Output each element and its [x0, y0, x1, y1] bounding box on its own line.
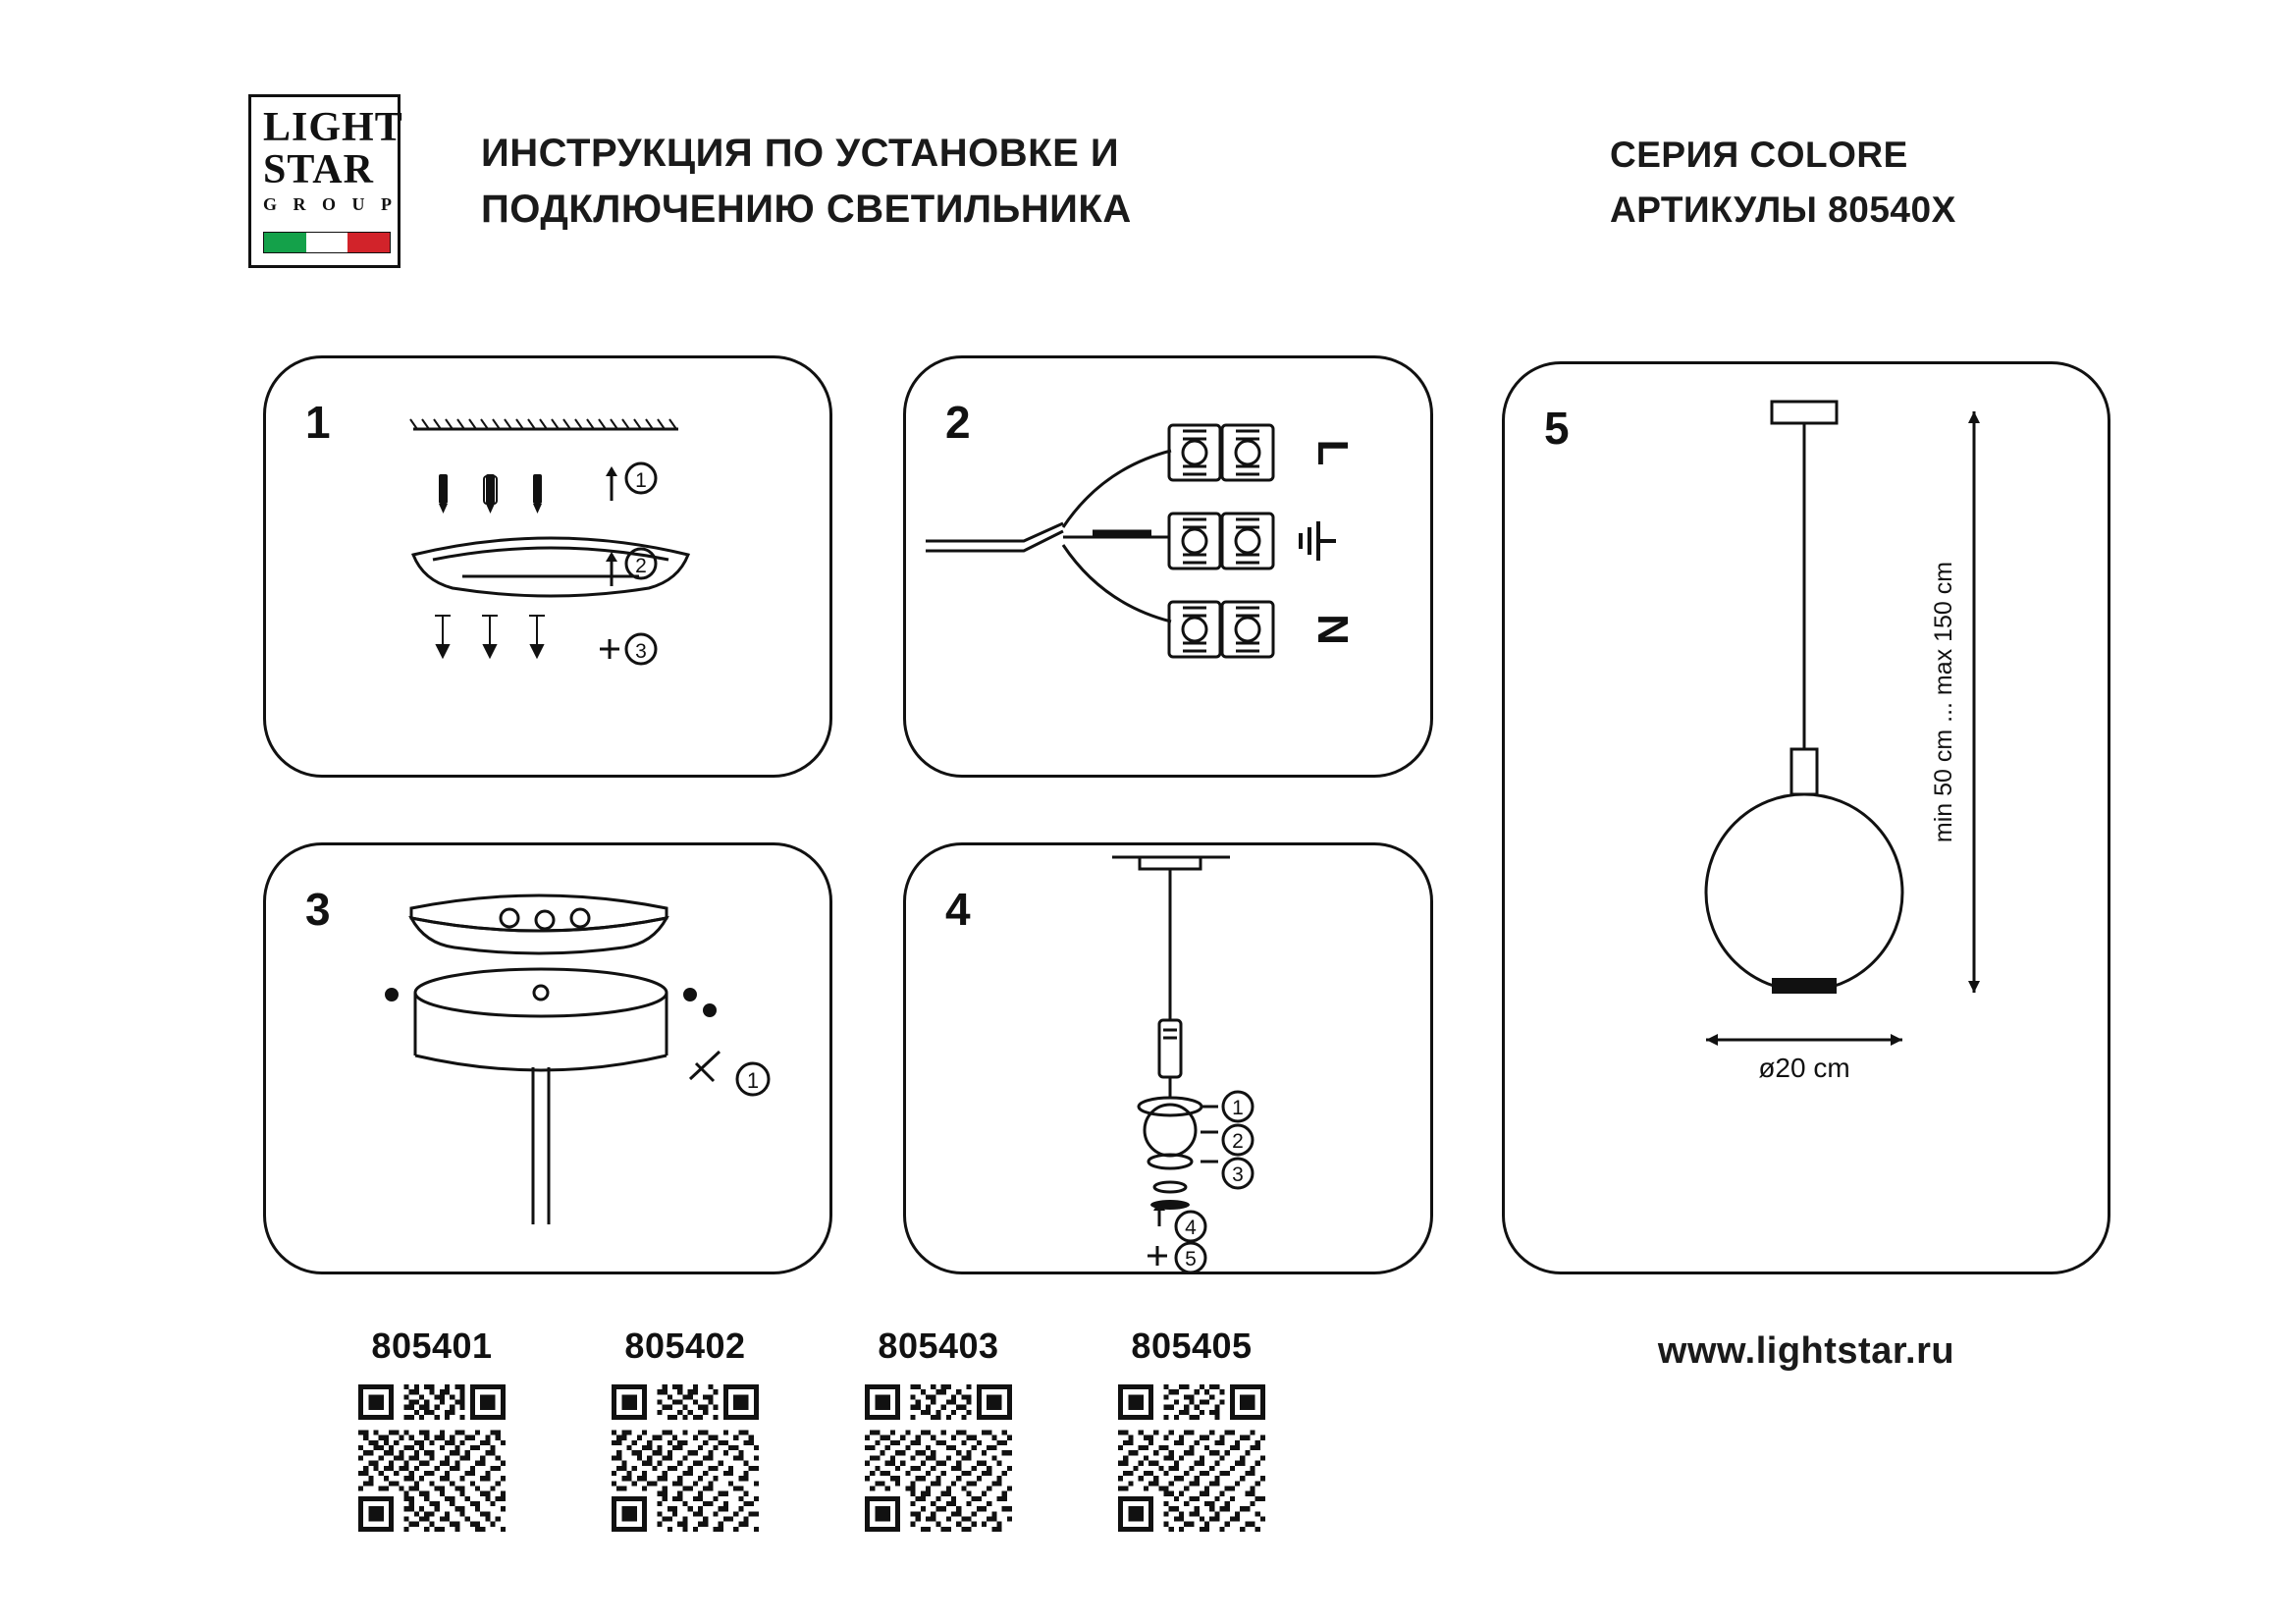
svg-text:N: N — [1308, 614, 1357, 645]
product-code-label: 805405 — [1131, 1326, 1253, 1366]
svg-text:1: 1 — [1232, 1097, 1244, 1119]
step-5-diagram — [1505, 364, 2113, 1277]
svg-text:2: 2 — [635, 555, 647, 577]
svg-text:L: L — [1308, 439, 1357, 466]
height-range-label: min 50 cm ... max 150 cm — [1930, 561, 1957, 843]
qr-code-805402 — [612, 1384, 759, 1532]
product-code-label: 805403 — [878, 1326, 999, 1366]
article-line: АРТИКУЛЫ 80540X — [1610, 189, 1956, 230]
logo-line-2: STAR — [263, 146, 374, 192]
qr-code-805403 — [865, 1384, 1012, 1532]
svg-text:3: 3 — [635, 640, 647, 663]
step-number-1: 1 — [305, 397, 331, 448]
series-line: СЕРИЯ COLORE — [1610, 135, 1908, 175]
italian-flag-icon — [263, 232, 391, 253]
step-number-4: 4 — [945, 884, 971, 935]
page-header — [0, 0, 2296, 295]
step-1-diagram — [266, 358, 835, 781]
product-code-group-1 — [324, 1326, 540, 1532]
diameter-label: ø20 cm — [1758, 1053, 1850, 1083]
step-number-2: 2 — [945, 397, 971, 448]
qr-code-805405 — [1118, 1384, 1265, 1532]
qr-code-805401 — [358, 1384, 506, 1532]
svg-text:1: 1 — [635, 469, 647, 492]
step-4-diagram — [906, 845, 1436, 1277]
svg-text:3: 3 — [1232, 1164, 1244, 1186]
product-code-group-3 — [830, 1326, 1046, 1532]
svg-text:5: 5 — [1185, 1248, 1197, 1271]
product-code-label: 805402 — [624, 1326, 746, 1366]
step-3-diagram — [266, 845, 835, 1277]
logo-line-1: LIGHT — [263, 105, 403, 150]
product-code-group-4 — [1084, 1326, 1300, 1532]
step-panel-5 — [1502, 361, 2110, 1274]
svg-text:4: 4 — [1185, 1217, 1197, 1239]
logo-wordmark — [263, 105, 403, 214]
step-2-diagram — [906, 358, 1436, 781]
product-code-group-2 — [577, 1326, 793, 1532]
svg-text:1: 1 — [746, 1068, 760, 1093]
series-article-block — [1610, 128, 2218, 237]
step-panel-3 — [263, 842, 832, 1274]
logo-line-3: G R O U P — [263, 193, 398, 214]
product-code-label: 805401 — [371, 1326, 493, 1366]
step-number-5: 5 — [1544, 403, 1570, 454]
page-title: ИНСТРУКЦИЯ ПО УСТАНОВКЕ И ПОДКЛЮЧЕНИЮ СВЕТИЛЬНИКА — [481, 132, 1132, 231]
step-panel-4 — [903, 842, 1433, 1274]
step-panel-1 — [263, 355, 832, 778]
svg-text:2: 2 — [1232, 1130, 1244, 1153]
brand-logo — [248, 94, 403, 268]
website-url[interactable]: www.lightstar.ru — [1657, 1330, 1955, 1372]
step-number-3: 3 — [305, 884, 331, 935]
step-panel-2 — [903, 355, 1433, 778]
